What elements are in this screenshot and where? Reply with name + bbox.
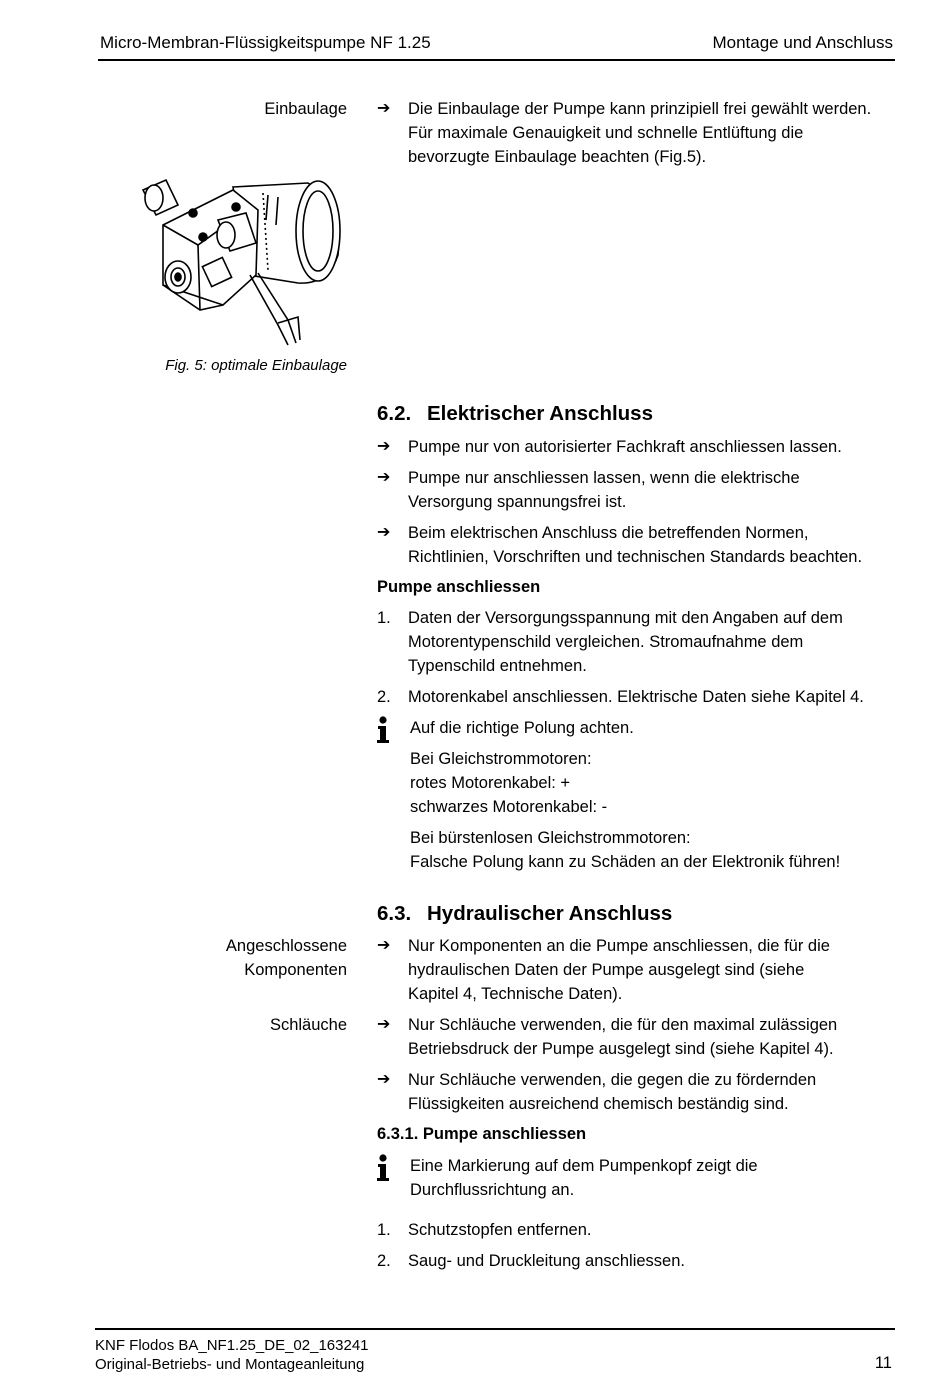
step-number: 1. [377,609,391,627]
pump-figure [138,165,358,350]
footer-doc-id: KNF Flodos BA_NF1.25_DE_02_163241 [95,1337,369,1354]
note-bldc-text: Falsche Polung kann zu Schäden an der Elektronik führen! [410,853,841,871]
label-components-line2: Komponenten [244,961,347,979]
footer-rule [95,1328,895,1330]
section-title: Elektrischer Anschluss [427,402,653,425]
bullet-text: Pumpe nur anschliessen lassen, wenn die elektrische Versorgung spannungsfrei ist. [408,469,800,511]
note-dc-red: rotes Motorenkabel: + [410,774,571,792]
section-heading-6-2 [377,402,653,426]
header-rule [98,59,895,61]
step-text: Schutzstopfen entfernen. [408,1221,592,1239]
label-components [226,934,347,982]
info-icon [376,716,390,744]
components-text: Nur Komponenten an die Pumpe anschliessen, die für die hydraulischen Daten der Pumpe ausgelegt sind (siehe Kapitel 4, Technische Daten). [408,937,830,1003]
note-flow-direction: Eine Markierung auf dem Pumpenkopf zeigt die Durchflussrichtung an. [410,1157,758,1199]
right-arrow-icon: ➔ [377,469,391,486]
subheading-6-3-1 [377,1122,586,1146]
step-number: 2. [377,688,391,706]
step-text: Daten der Versorgungsspannung mit den Angaben auf dem Motorentypenschild vergleichen. Stromaufnahme dem Typenschild entnehmen. [408,609,843,675]
section-number: 6.2. [377,402,412,425]
note-dc-title: Bei Gleichstrommotoren: [410,750,592,768]
pump-drawing [138,165,358,350]
header-section: Montage und Anschluss [712,33,893,52]
right-arrow-icon: ➔ [377,1016,391,1033]
subheading-pumpe-anschliessen: Pumpe anschliessen [377,578,541,596]
label-hoses: Schläuche [269,1016,347,1034]
bullet-text: Beim elektrischen Anschluss die betreffenden Normen, Richtlinien, Vorschriften und technischen Standards beachten. [408,524,863,566]
figure-caption: Fig. 5: optimale Einbaulage [165,357,347,374]
footer-doc-title: Original-Betriebs- und Montageanleitung [95,1356,365,1373]
note-polung: Auf die richtige Polung achten. [410,719,634,737]
sub-number: 6.3.1. [377,1125,419,1143]
bullet-text: Pumpe nur von autorisierter Fachkraft anschliessen lassen. [408,438,842,456]
section-number: 6.3. [377,902,412,925]
label-components-line1: Angeschlossene [225,937,347,955]
einbaulage-text: Die Einbaulage der Pumpe kann prinzipiell frei gewählt werden. Für maximale Genauigkeit und schnelle Entlüftung die bevorzugte Einbaulage beachten (Fig.5). [408,100,872,166]
label-einbaulage: Einbaulage [264,100,347,118]
right-arrow-icon: ➔ [377,438,391,455]
hoses-text-2: Nur Schläuche verwenden, die gegen die zu fördernden Flüssigkeiten ausreichend chemisch beständig sind. [408,1071,817,1113]
header-title: Micro-Membran-Flüssigkeitspumpe NF 1.25 [100,33,431,52]
note-dc-black: schwarzes Motorenkabel: - [410,798,608,816]
section-title: Hydraulischer Anschluss [427,902,673,925]
right-arrow-icon: ➔ [377,937,391,954]
right-arrow-icon: ➔ [377,100,391,117]
hoses-text-1: Nur Schläuche verwenden, die für den maximal zulässigen Betriebsdruck der Pumpe ausgelegt sind (siehe Kapitel 4). [408,1016,838,1058]
page-number: 11 [874,1354,892,1372]
step-text: Saug- und Druckleitung anschliessen. [408,1252,685,1270]
sub-title: Pumpe anschliessen [422,1125,587,1143]
section-heading-6-3 [377,902,672,926]
step-number: 1. [377,1221,391,1239]
step-text: Motorenkabel anschliessen. Elektrische Daten siehe Kapitel 4. [408,688,864,706]
step-number: 2. [377,1252,391,1270]
note-bldc-title: Bei bürstenlosen Gleichstrommotoren: [410,829,691,847]
info-icon [376,1154,390,1182]
right-arrow-icon: ➔ [377,1071,391,1088]
right-arrow-icon: ➔ [377,524,391,541]
